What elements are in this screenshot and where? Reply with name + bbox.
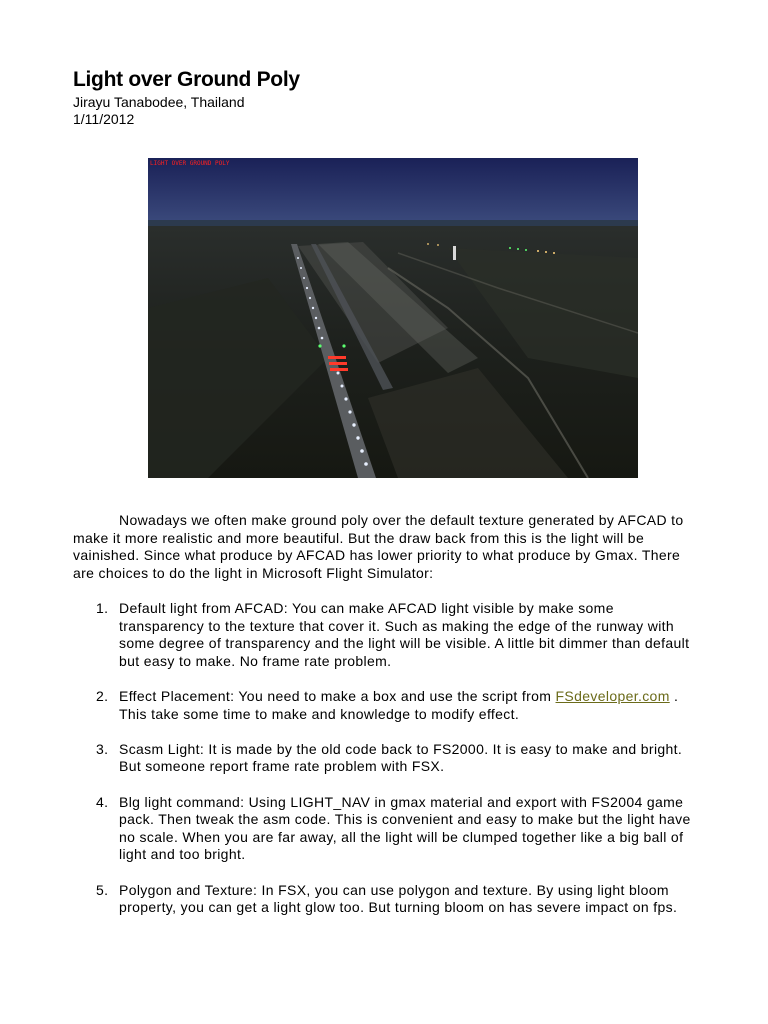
item-text: Scasm Light: It is made by the old code back to FS2000. It is easy to make and bright. But someone report frame rate problem with FSX. [119,740,683,775]
item-text: Effect Placement: You need to make a box and use the script from [119,687,556,704]
choices-list [73,600,693,934]
intro-paragraph [73,512,703,582]
flight-sim-screenshot [148,158,638,478]
item-text: . This take some time to make and knowledge to modify effect. [119,687,679,722]
item-number: 3. [96,740,109,757]
document-title: Light over Ground Poly [73,68,300,91]
item-number: 4. [96,793,109,810]
threshold-lights [328,356,348,371]
control-tower [453,246,456,260]
list-item [73,741,693,776]
list-item [73,794,693,864]
fsdeveloper-link[interactable]: FSdeveloper.com [555,687,670,704]
item-text: Blg light command: Using LIGHT_NAV in gmax material and export with FS2004 game pack. Then tweak the asm code. This is convenient and easy to make but the light have no scale. When you are far away, all the light will be clumped together like a big ball of light and too bright. [119,793,691,863]
author-line: Jirayu Tanabodee, Thailand [73,94,245,110]
hud-text: LIGHT OVER GROUND POLY [150,160,230,167]
item-number: 2. [96,687,109,704]
list-item [73,688,693,723]
item-number: 5. [96,881,109,898]
item-text: Default light from AFCAD: You can make AFCAD light visible by make some transparency to the texture that cover it. Such as making the edge of the runway with some degree of transparency and the light will be visible. A little bit dimmer than default but easy to make. No frame rate problem. [119,600,690,669]
date-line: 1/11/2012 [73,111,135,127]
intro-text: Nowadays we often make ground poly over the default texture generated by AFCAD to make it more realistic and more beautiful. But the draw back from this is the light will be vainished. Since what produce by AFCAD has lower priority to what produce by Gmax. There are choices to do the light in Microsoft Flight Simulator: [73,512,684,581]
sky [148,158,638,224]
list-item [73,882,693,917]
item-text: Polygon and Texture: In FSX, you can use polygon and texture. By using light bloom property, you can get a light glow too. But turning bloom on has severe impact on fps. [119,881,678,916]
list-item [73,600,693,670]
item-number: 1. [96,600,109,616]
